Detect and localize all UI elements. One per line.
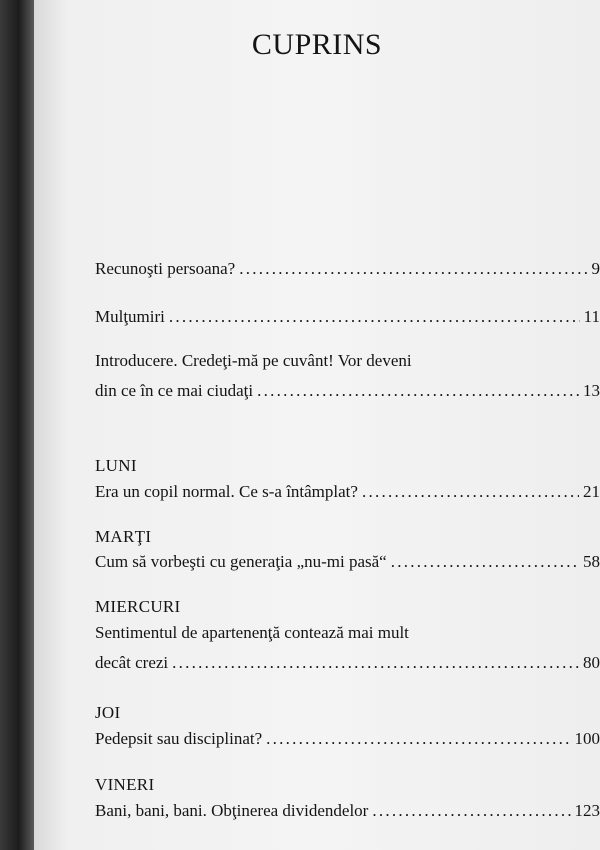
toc-page-number: 80 [583, 653, 600, 672]
toc-entry-recunosti[interactable] [95, 258, 600, 280]
dot-leader [372, 800, 570, 822]
toc-entry-multumiri[interactable] [95, 306, 600, 328]
day-heading-luni: LUNI [95, 456, 137, 475]
toc-entry-miercuri[interactable] [95, 622, 600, 674]
book-gutter-shadow [0, 0, 34, 850]
toc-entry-title: Mulţumiri [95, 307, 165, 326]
dot-leader [239, 258, 587, 280]
toc-page-number: 13 [583, 381, 600, 400]
toc-entry-title-line2: decât crezi [95, 653, 169, 672]
toc-entry-introducere[interactable] [95, 350, 600, 402]
toc-page-number: 9 [591, 259, 600, 278]
dot-leader [362, 481, 579, 503]
toc-entry-title-line2: din ce în ce mai ciudaţi [95, 381, 254, 400]
toc-entry-title: Cum să vorbeşti cu generaţia „nu-mi pasă“ [95, 552, 387, 571]
toc-page-number: 100 [574, 729, 600, 748]
toc-entry-title: Bani, bani, bani. Obţinerea dividendelor [95, 801, 369, 820]
toc-entry-marti[interactable] [95, 551, 600, 573]
book-page [34, 0, 600, 850]
day-heading-joi: JOI [95, 703, 121, 722]
toc-page-number: 21 [583, 482, 600, 501]
toc-entry-luni[interactable] [95, 481, 600, 503]
toc-entry-joi[interactable] [95, 728, 600, 750]
dot-leader [169, 306, 580, 328]
dot-leader [391, 551, 579, 573]
dot-leader [172, 652, 579, 674]
toc-entry-title-line1: Sentimentul de apartenenţă contează mai mult [95, 623, 409, 642]
toc-page-number: 58 [583, 552, 600, 571]
day-heading-miercuri: MIERCURI [95, 597, 181, 616]
toc-entry-title-line1: Introducere. Credeţi-mă pe cuvânt! Vor deveni [95, 351, 412, 370]
toc-page-number: 123 [574, 801, 600, 820]
dot-leader [257, 380, 579, 402]
dot-leader [266, 728, 570, 750]
page-title: CUPRINS [251, 28, 383, 61]
toc-entry-title: Pedepsit sau disciplinat? [95, 729, 263, 748]
toc-entry-vineri[interactable] [95, 800, 600, 822]
toc-entry-title: Recunoşti persoana? [95, 259, 236, 278]
toc-page-number: 11 [583, 307, 600, 326]
day-heading-marti: MARŢI [95, 527, 152, 546]
day-heading-vineri: VINERI [95, 775, 155, 794]
toc-entry-title: Era un copil normal. Ce s-a întâmplat? [95, 482, 358, 501]
